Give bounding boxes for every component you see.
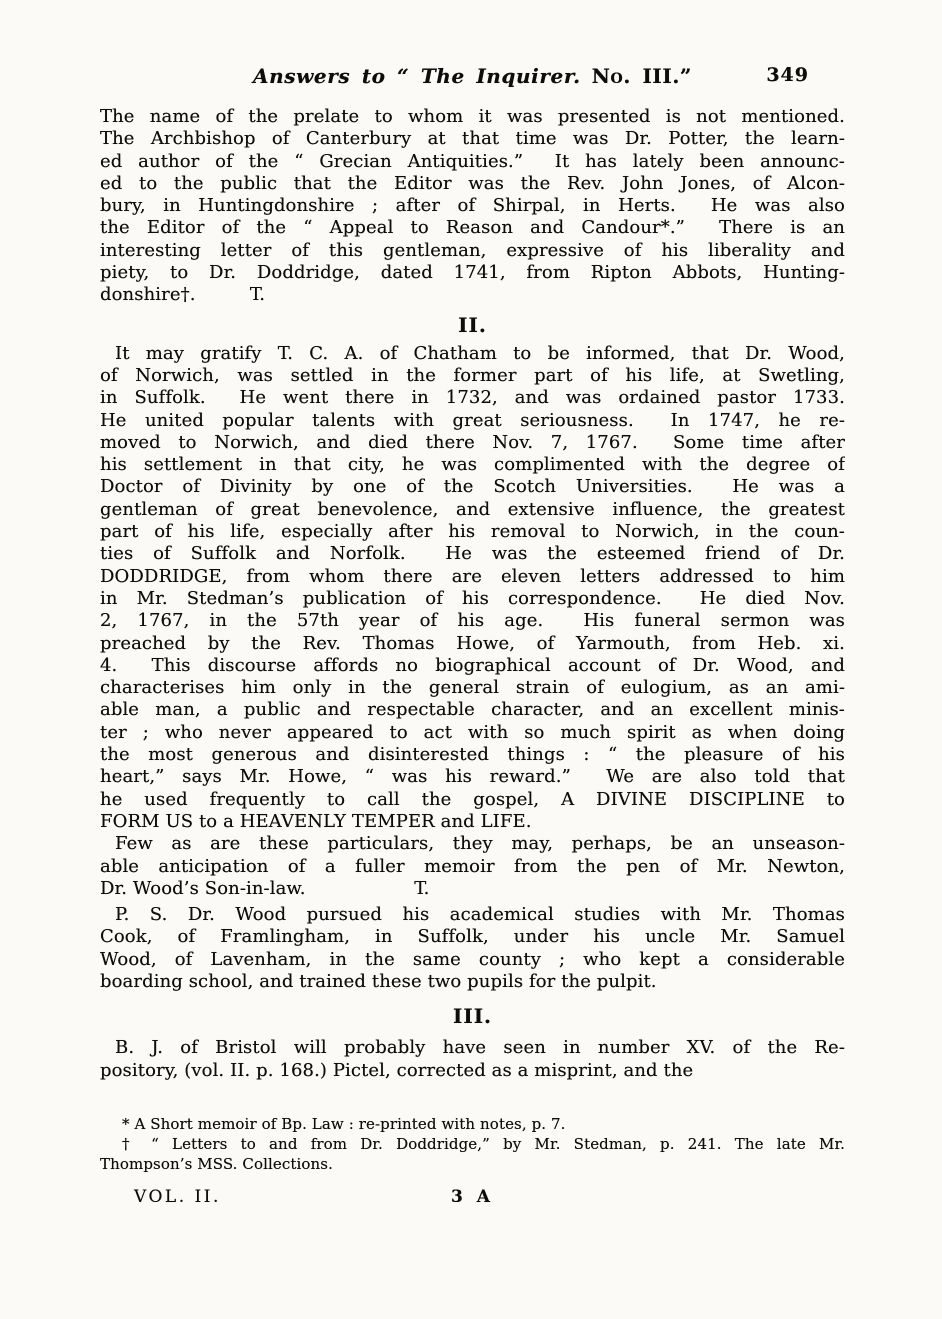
text-line: in Mr. Stedman’s publication of his correspondence. He died Nov. <box>100 587 845 609</box>
scanned-page <box>100 64 845 1209</box>
text-line: moved to Norwich, and died there Nov. 7, 1767. Some time after <box>100 431 845 453</box>
volume-label: VOL. II. <box>134 1186 221 1207</box>
text-line: FORM US to a HEAVENLY TEMPER and LIFE. <box>100 810 532 832</box>
paragraph <box>100 1037 845 1082</box>
text-line: of Norwich, was settled in the former part of his life, at Swetling, <box>100 364 845 386</box>
page-title-italic: Answers to “ The Inquirer. <box>253 64 581 88</box>
footnotes <box>100 1114 845 1174</box>
text-line: bury, in Huntingdonshire ; after of Shirpal, in Herts. He was also <box>100 195 845 217</box>
text-line: * A Short memoir of Bp. Law : re-printed with notes, p. 7. <box>122 1114 566 1133</box>
paragraph <box>100 106 845 307</box>
text-line: Thompson’s MSS. Collections. <box>100 1154 333 1173</box>
text-line: donshire†. T. <box>100 284 266 306</box>
text-line: the Editor of the “ Appeal to Reason and Candour*.” There is an <box>100 217 845 239</box>
text-line: † “ Letters to and from Dr. Doddridge,” by Mr. Stedman, p. 241. The late Mr. <box>122 1134 845 1153</box>
running-head <box>100 64 845 92</box>
text-line: Wood, of Lavenham, in the same county ; who kept a considerable <box>100 948 845 970</box>
text-line: characterises him only in the general strain of eulogium, as an ami- <box>100 677 845 699</box>
text-line: Cook, of Framlingham, in Suffolk, under his uncle Mr. Samuel <box>100 926 845 948</box>
text-line: P. S. Dr. Wood pursued his academical studies with Mr. Thomas <box>115 904 845 926</box>
page-title <box>100 64 845 88</box>
text-line: Few as are these particulars, they may, perhaps, be an unseason- <box>115 833 845 855</box>
page-number: 349 <box>766 64 809 86</box>
text-line: boarding school, and trained these two pupils for the pulpit. <box>100 970 657 992</box>
paragraph <box>100 833 845 900</box>
text-line: in Suffolk. He went there in 1732, and was ordained pastor 1733. <box>100 387 845 409</box>
section-heading: II. <box>458 312 487 337</box>
text-line: interesting letter of this gentleman, expressive of his liberality and <box>100 239 845 261</box>
text-line: He united popular talents with great seriousness. In 1747, he re- <box>100 409 845 431</box>
text-line: part of his life, especially after his removal to Norwich, in the coun- <box>100 521 845 543</box>
text-line: 4. This discourse affords no biographical account of Dr. Wood, and <box>100 654 845 676</box>
signature-mark: 3 A <box>451 1186 494 1207</box>
text-line: ed to the public that the Editor was the Rev. John Jones, of Alcon- <box>100 172 845 194</box>
paragraph <box>100 1134 845 1174</box>
text-line: gentleman of great benevolence, and extensive influence, the greatest <box>100 498 845 520</box>
footer <box>100 1187 845 1209</box>
text-line: his settlement in that city, he was complimented with the degree of <box>100 454 845 476</box>
text-line: ed author of the “ Grecian Antiquities.” It has lately been announc- <box>100 150 845 172</box>
text-line: the most generous and disinterested things : “ the pleasure of his <box>100 744 845 766</box>
text-line: able man, a public and respectable character, and an excellent minis- <box>100 699 845 721</box>
text-line: pository, (vol. II. p. 168.) Pictel, corrected as a misprint, and the <box>100 1059 694 1081</box>
section-heading: III. <box>452 1004 493 1029</box>
text-line: The Archbishop of Canterbury at that time was Dr. Potter, the learn- <box>100 128 845 150</box>
text-line: heart,” says Mr. Howe, “ was his reward.” We are also told that <box>100 766 845 788</box>
text-line: he used frequently to call the gospel, A DIVINE DISCIPLINE to <box>100 788 845 810</box>
text-line: ties of Suffolk and Norfolk. He was the esteemed friend of Dr. <box>100 543 845 565</box>
text-line: B. J. of Bristol will probably have seen in number XV. of the Re- <box>115 1037 845 1059</box>
paragraph <box>100 1114 845 1134</box>
text-line: DODDRIDGE, from whom there are eleven letters addressed to him <box>100 565 845 587</box>
text-line: 2, 1767, in the 57th year of his age. His funeral sermon was <box>100 610 845 632</box>
text-line: Dr. Wood’s Son-in-law. T. <box>100 877 430 899</box>
text-line: Doctor of Divinity by one of the Scotch Universities. He was a <box>100 476 845 498</box>
text-line: able anticipation of a fuller memoir from the pen of Mr. Newton, <box>100 855 845 877</box>
page-title-roman: No. III.” <box>591 64 692 88</box>
text-line: preached by the Rev. Thomas Howe, of Yarmouth, from Heb. xi. <box>100 632 845 654</box>
text-line: The name of the prelate to whom it was presented is not mentioned. <box>100 106 845 127</box>
text-line: ter ; who never appeared to act with so much spirit as when doing <box>100 721 845 743</box>
text-line: piety, to Dr. Doddridge, dated 1741, from Ripton Abbots, Hunting- <box>100 262 845 284</box>
paragraph <box>100 904 845 993</box>
paragraph <box>100 343 845 834</box>
text-line: It may gratify T. C. A. of Chatham to be informed, that Dr. Wood, <box>115 342 845 364</box>
content <box>100 106 845 1082</box>
